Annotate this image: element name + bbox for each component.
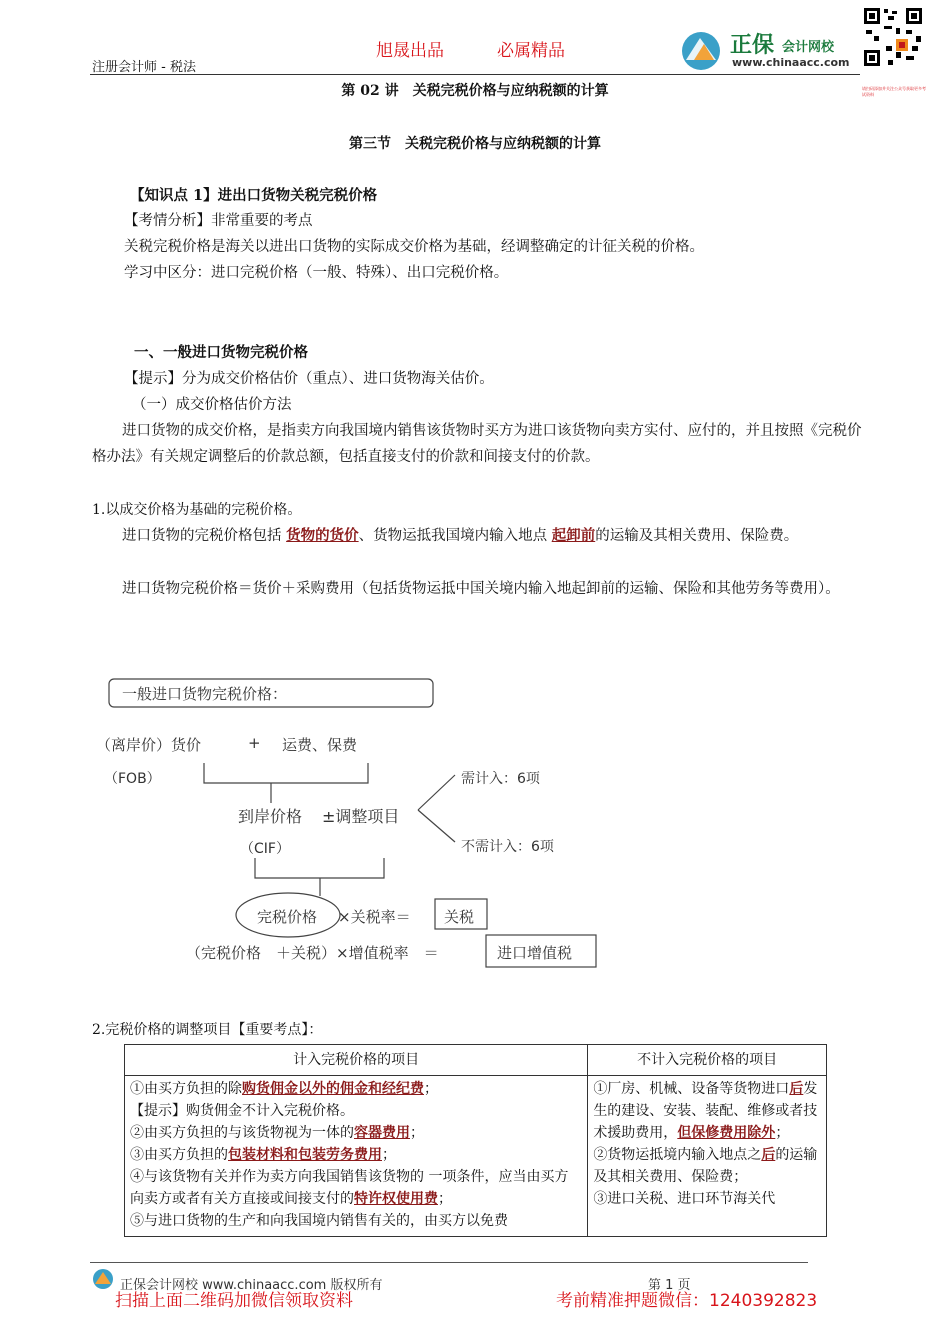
branch-need-line (418, 775, 455, 810)
kp1-paragraph-1: 关税完税价格是海关以进出口货物的实际成交价格为基础，经调整确定的计征关税的价格。 (124, 239, 704, 255)
general-heading: 一、一般进口货物完税价格 (134, 344, 308, 361)
general-paragraph: 进口货物的成交价格，是指卖方向我国境内销售该货物时买方为进口该货物向卖方实付、应付的，并且按照《完税价格办法》有关规定调整后的价款总额，包括直接支付的价款和间接支付的价款。 (92, 423, 862, 465)
footer-logo-icon (92, 1268, 116, 1290)
item1-highlight-before-unloading: 起卸前 (551, 527, 596, 544)
need-include-label: 需计入：6项 (461, 771, 540, 787)
analysis-label: 【考情分析】 (124, 213, 211, 229)
include-item-3-highlight: 包装材料和包装劳务费用 (228, 1147, 382, 1163)
kp1-analysis (124, 208, 313, 234)
kp1-paragraph-2: 学习中区分：进口完税价格（一般、特殊）、出口完税价格。 (124, 265, 509, 281)
item2-title: 2.完税价格的调整项目【重要考点】： (92, 1022, 323, 1038)
header-rule (90, 74, 860, 75)
page-number: 第 1 页 (648, 1278, 691, 1293)
vat-formula: （完税价格 ＋关税）×增值税率 ＝ (186, 944, 439, 962)
lecture-title: 第 02 讲 关税完税价格与应纳税额的计算 (341, 83, 609, 99)
import-vat-label: 进口增值税 (497, 944, 573, 962)
section-title: 第三节 关税完税价格与应纳税额的计算 (349, 136, 601, 152)
diagram-title: 一般进口货物完税价格： (122, 685, 288, 703)
include-item-4: ④与该货物有关并作为卖方向我国销售该货物的 一项条件，应当由买方向卖方或者有关方直接或间接支付的特许权使用费； (130, 1169, 569, 1207)
slogan-left: 旭晟出品 (376, 41, 444, 61)
qr-code-icon (862, 6, 924, 68)
include-item-5: ⑤与进口货物的生产和向我国境内销售有关的，由买方以免费 (130, 1213, 508, 1229)
exclude-item-2: ②货物运抵境内输入地点之后的运输及其相关费用、保险费； (593, 1147, 818, 1185)
item1-paragraph-2: 进口货物完税价格＝货价＋采购费用（包括货物运抵中国关境内输入地起卸前的运输、保险和其他劳务等费用）。 (122, 581, 840, 597)
analysis-text: 非常重要的考点 (211, 213, 313, 229)
dutiable-value-label: 完税价格 (257, 908, 318, 926)
fob-price-label: （离岸价）货价 (96, 736, 202, 754)
footer-copyright: 正保会计网校 www.chinaacc.com 版权所有 (120, 1278, 383, 1293)
item1-title: 1.以成交价格为基础的完税价格。 (92, 502, 302, 518)
course-name: 注册会计师 - 税法 (92, 60, 196, 75)
exclude-item-1-highlight-after: 后 (789, 1081, 804, 1097)
freight-label: 运费、保费 (282, 736, 358, 754)
logo-name: 正保 (730, 33, 775, 58)
logo-url: www.chinaacc.com (732, 56, 850, 69)
qr-code[interactable] (862, 6, 924, 68)
slogan-right: 必属精品 (497, 41, 565, 61)
adjustment-table (124, 1044, 827, 1237)
table-header-row (125, 1045, 827, 1076)
general-tip: 【提示】分为成交价格估价（重点）、进口货物海关估价。 (124, 371, 494, 387)
tariff-label: 关税 (444, 908, 475, 926)
fob-label: （FOB） (104, 771, 161, 787)
include-item-1-highlight: 购货佣金以外的佣金和经纪费 (242, 1081, 424, 1097)
promo-scan-qr: 扫描上面二维码加微信领取资料 (115, 1291, 353, 1311)
exclude-item-1-highlight-warranty: 但保修费用除外 (677, 1125, 776, 1141)
item1-paragraph-1 (92, 523, 862, 549)
table-row (125, 1076, 827, 1237)
item1-text-c: 的运输及其相关费用、保险费。 (595, 528, 799, 544)
col-exclude-header: 不计入完税价格的项目 (588, 1045, 827, 1076)
item1-highlight-goods-price: 货物的货价 (286, 527, 359, 544)
item1-text-b: 、货物运抵我国境内输入地点 (358, 528, 552, 544)
include-cell (125, 1076, 588, 1237)
bracket-fob (204, 763, 368, 783)
kp1-title: 【知识点 1】进出口货物关税完税价格 (130, 187, 378, 204)
cif-label: （CIF） (240, 841, 290, 857)
include-tip: 【提示】购货佣金不计入完税价格。 (130, 1103, 354, 1119)
exclude-cell (588, 1076, 827, 1237)
include-item-4-highlight: 特许权使用费 (354, 1191, 438, 1207)
valuation-diagram (0, 660, 950, 980)
exclude-item-2-highlight: 后 (761, 1147, 776, 1163)
qr-caption: 请扫码添加并关注公众号获取更多考试资料 (862, 86, 926, 97)
logo-emblem-icon (680, 30, 726, 72)
exclude-item-3: ③进口关税、进口环节海关代 (593, 1191, 776, 1207)
bracket-cif (255, 858, 384, 878)
item1-text-a: 进口货物的完税价格包括 (122, 528, 287, 544)
include-item-1: ①由买方负担的除购货佣金以外的佣金和经纪费； (130, 1081, 438, 1097)
no-need-include-label: 不需计入：6项 (461, 839, 554, 855)
footer-rule (90, 1262, 808, 1263)
promo-wechat: 考前精准押题微信：1240392823 (556, 1291, 818, 1311)
exclude-item-1: ①厂房、机械、设备等货物进口后发生的建设、安装、装配、维修或者技术援助费用，但保修费用除外； (593, 1081, 818, 1141)
cif-price-label: 到岸价格 (238, 807, 303, 826)
times-tariff-rate: ×关税率＝ (338, 908, 411, 926)
col-include-header: 计入完税价格的项目 (125, 1045, 588, 1076)
include-item-2: ②由买方负担的与该货物视为一体的容器费用； (130, 1125, 424, 1141)
adjust-items-label: ±调整项目 (322, 807, 400, 826)
brand-logo[interactable] (680, 28, 860, 74)
include-item-3: ③由买方负担的包装材料和包装劳务费用； (130, 1147, 396, 1163)
branch-no-need-line (418, 810, 455, 842)
general-subheading: （一）成交价格估价方法 (132, 397, 292, 413)
plus-sign: + (248, 734, 261, 752)
logo-sub: 会计网校 (782, 40, 835, 55)
include-item-2-highlight: 容器费用 (354, 1125, 410, 1141)
